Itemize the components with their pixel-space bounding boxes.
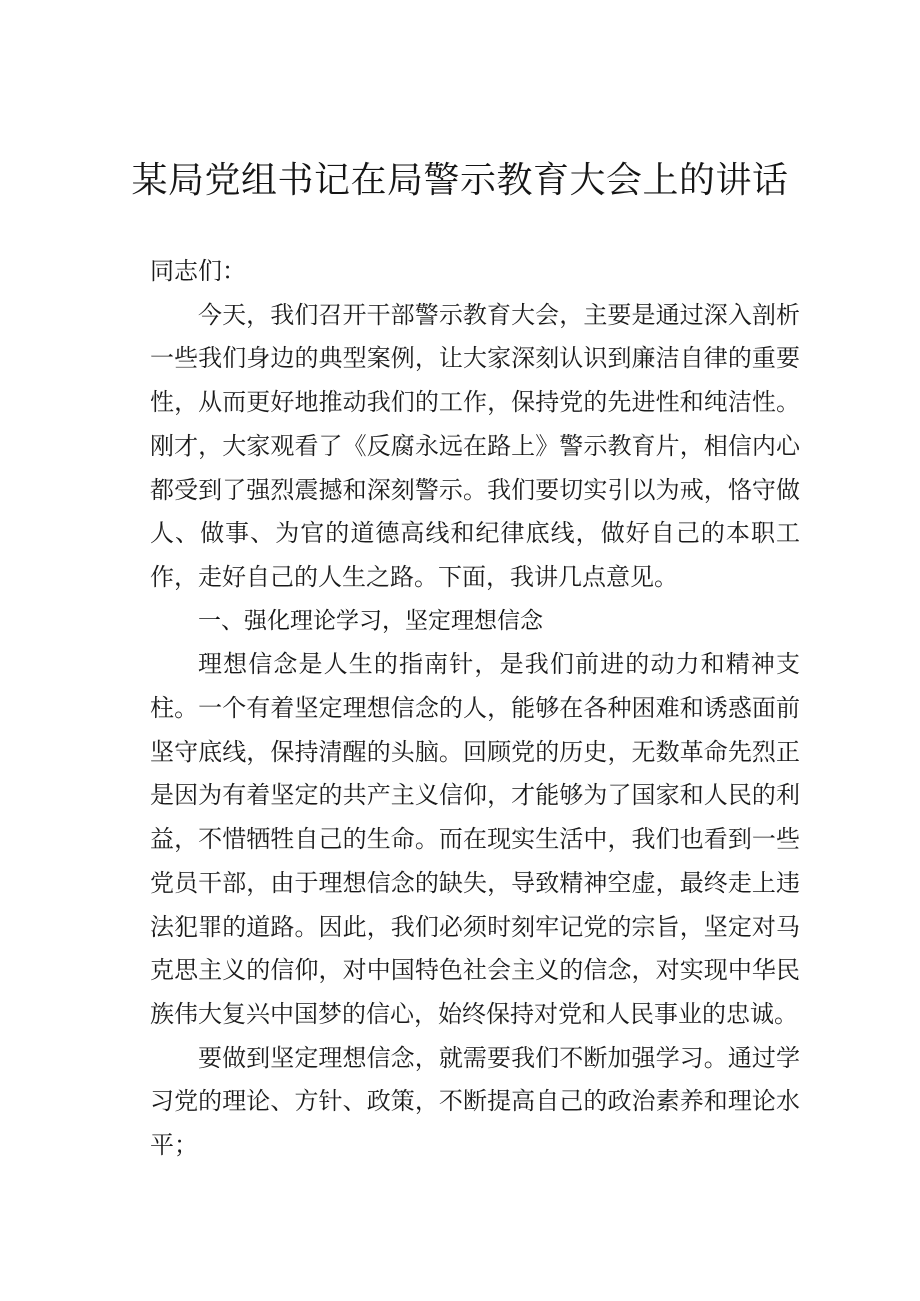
section-heading: 一、强化理论学习，坚定理想信念 (198, 607, 543, 634)
section-paragraph: 理想信念是人生的指南针，是我们前进的动力和精神支柱。一个有着坚定理想信念的人，能够在各种困难和诱惑面前坚守底线，保持清醒的头脑。回顾党的历史，无数革命先烈正是因为有着坚定的共产主义信仰，才能够为了国家和人民的利益，不惜牺牲自己的生命。而在现实生活中，我们也看到一些党员干部，由于理想信念的缺失，导致精神空虚，最终走上违法犯罪的道路。因此，我们必须时刻牢记党的宗旨，坚定对马克思主义的信仰，对中国特色社会主义的信念，对实现中华民族伟大复兴中国梦的信心，始终保持对党和人民事业的忠诚。 (150, 650, 800, 1028)
section-paragraph: 要做到坚定理想信念，就需要我们不断加强学习。通过学习党的理论、方针、政策，不断提高自己的政治素养和理论水平； (150, 1043, 800, 1160)
intro-paragraph: 今天，我们召开干部警示教育大会，主要是通过深入剖析一些我们身边的典型案例，让大家深刻认识到廉洁自律的重要性，从而更好地推动我们的工作，保持党的先进性和纯洁性。刚才，大家观看了《反腐永远在路上》警示教育片，相信内心都受到了强烈震撼和深刻警示。我们要切实引以为戒，恪守做人、做事、为官的道德高线和纪律底线，做好自己的本职工作，走好自己的人生之路。下面，我讲几点意见。 (150, 300, 800, 591)
salutation: 同志们： (150, 257, 246, 285)
document-body (150, 250, 800, 1168)
document-title: 某局党组书记在局警示教育大会上的讲话 (131, 160, 789, 201)
